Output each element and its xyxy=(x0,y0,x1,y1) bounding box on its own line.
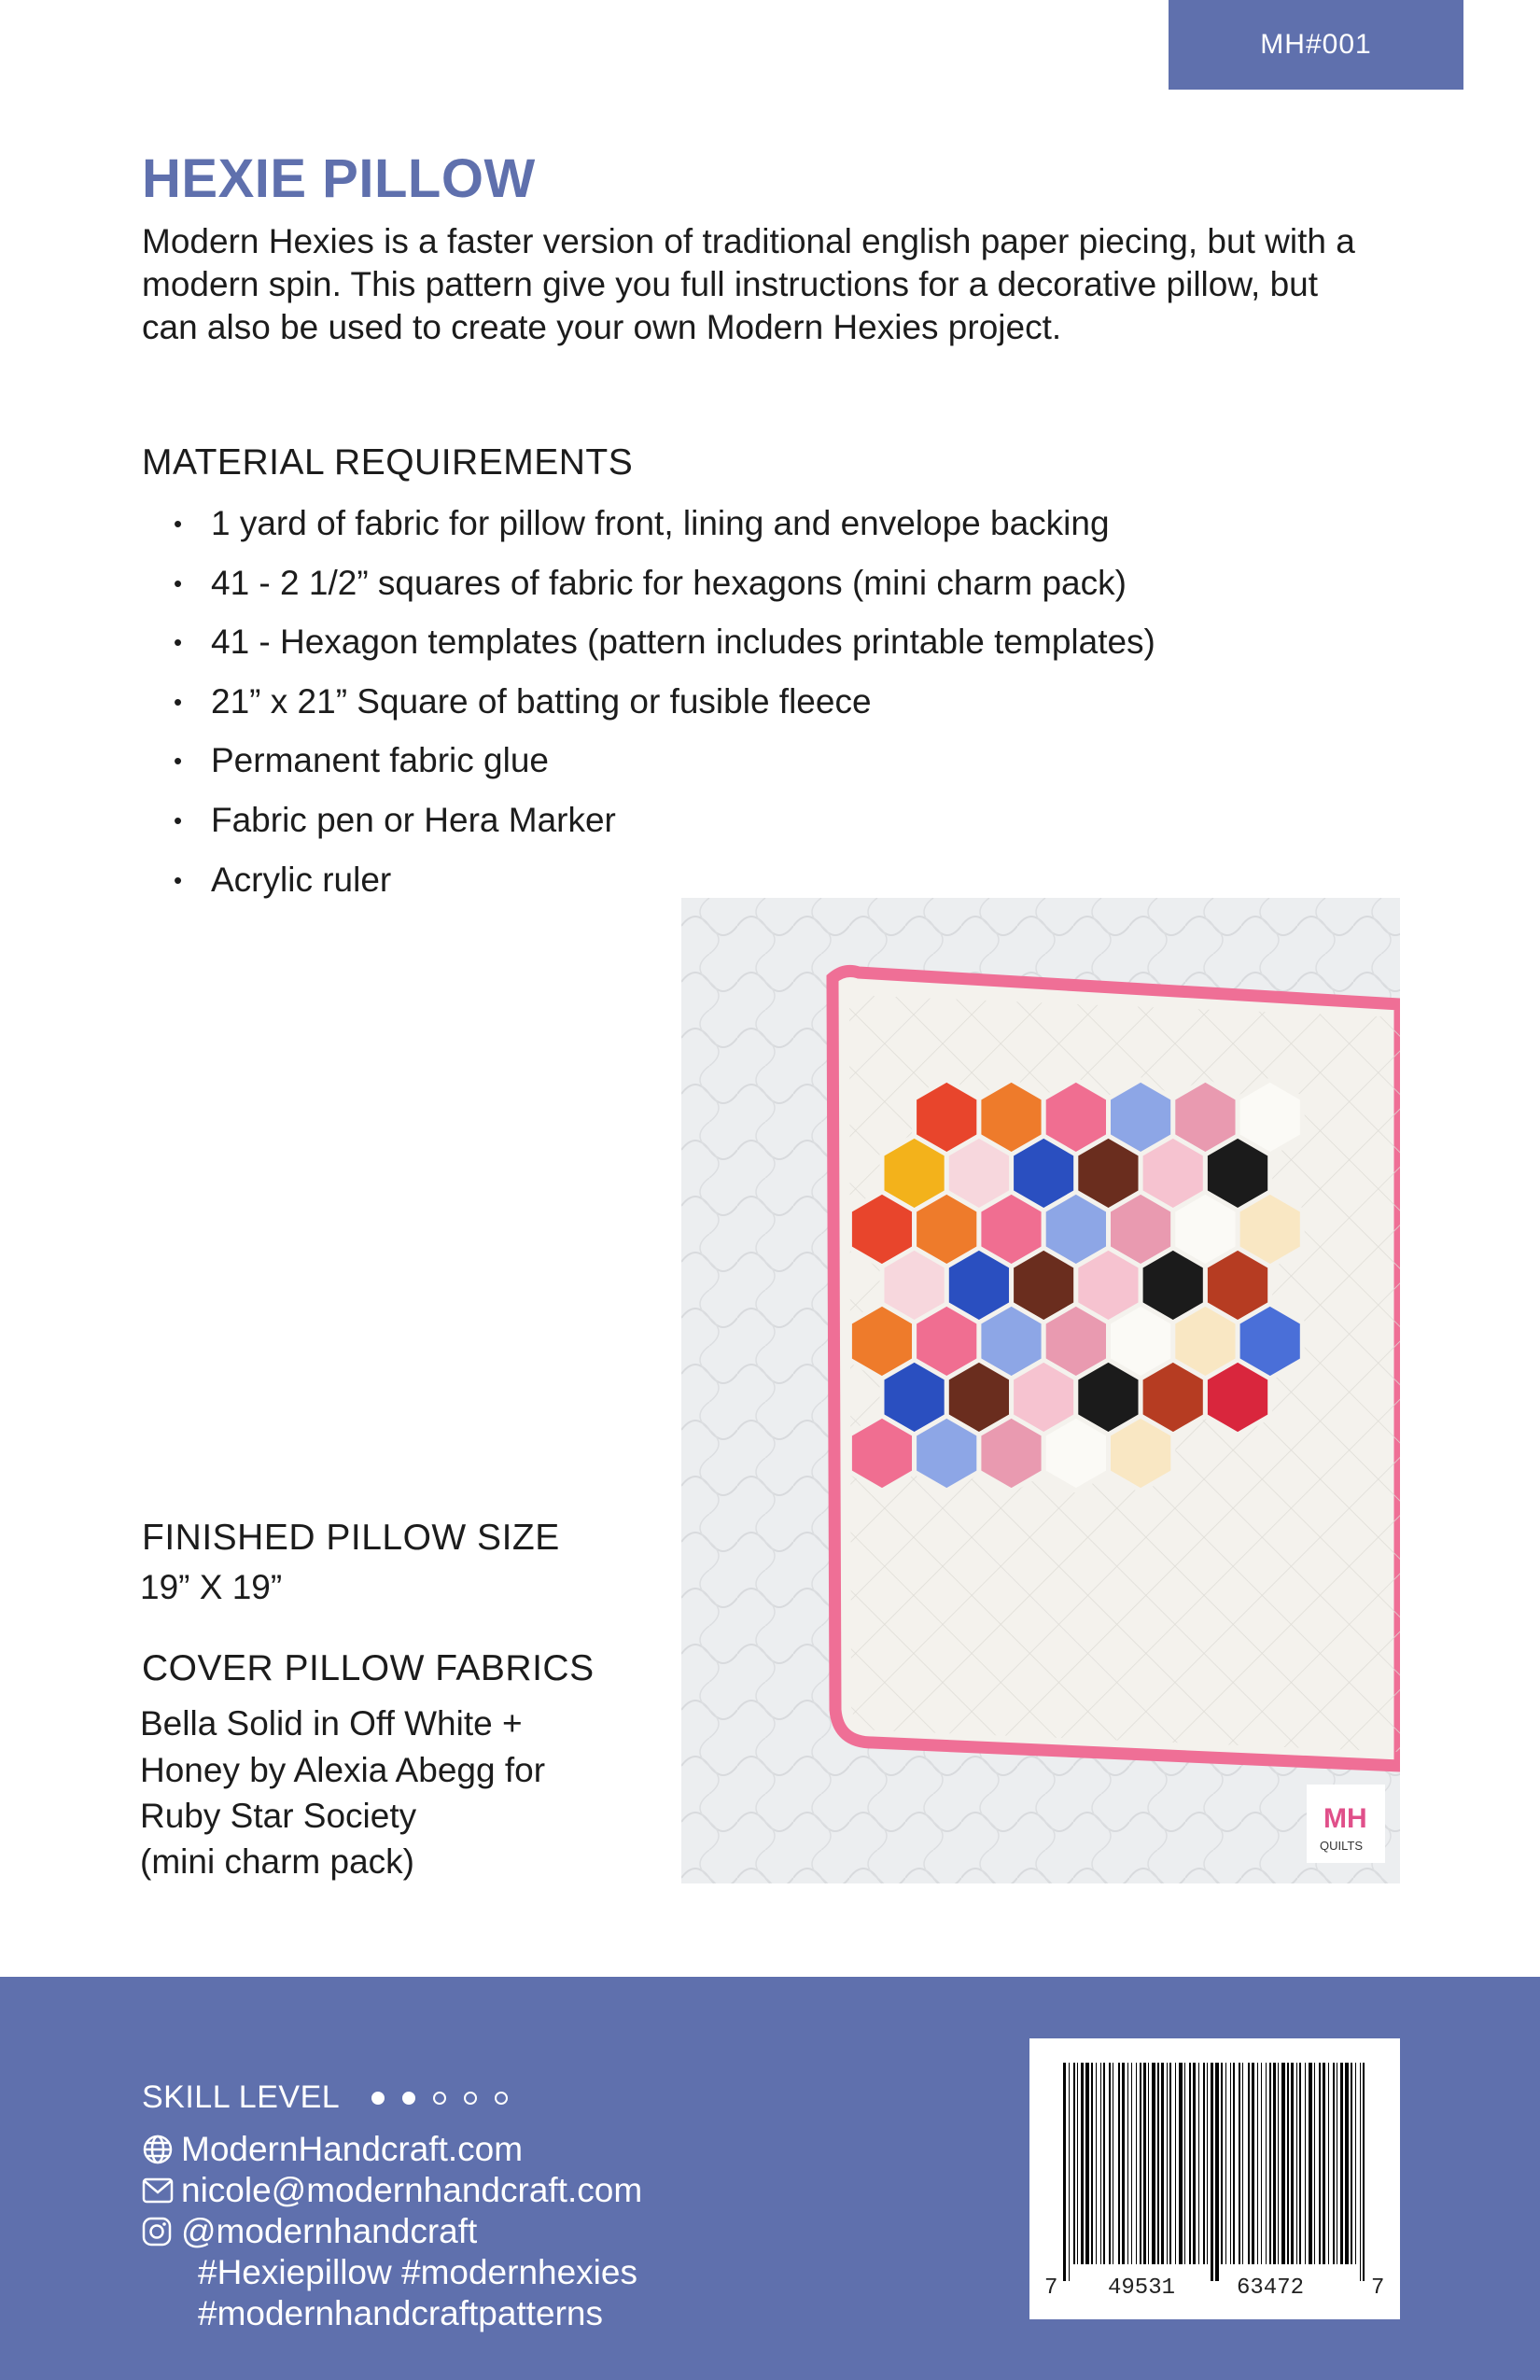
barcode-bar xyxy=(1252,2063,1254,2264)
barcode-bar xyxy=(1328,2063,1329,2264)
fabrics-heading: COVER PILLOW FABRICS xyxy=(142,1648,595,1688)
barcode-bar xyxy=(1248,2063,1250,2264)
list-item: • 41 - Hexagon templates (pattern includes printable templates) xyxy=(174,618,1155,678)
hexie-cluster xyxy=(849,1080,1302,1491)
barcode-bar xyxy=(1127,2063,1128,2264)
barcode-bar xyxy=(1287,2063,1289,2264)
barcode-bar xyxy=(1266,2063,1267,2264)
barcode-bar xyxy=(1118,2063,1120,2264)
barcode-bar xyxy=(1184,2063,1185,2264)
list-item: • Permanent fabric glue xyxy=(174,736,1155,796)
barcode-bar xyxy=(1081,2063,1084,2264)
skill-dot xyxy=(433,2092,446,2105)
barcode-digits-left: 49531 xyxy=(1108,2275,1176,2301)
website-link[interactable]: ModernHandcraft.com xyxy=(181,2130,524,2168)
list-item: • Acrylic ruler xyxy=(174,856,1155,916)
barcode-bar xyxy=(1103,2063,1105,2264)
barcode-bar xyxy=(1096,2063,1097,2264)
barcode-bar xyxy=(1143,2063,1146,2264)
barcode-bar xyxy=(1175,2063,1176,2264)
hexie xyxy=(849,1416,914,1491)
hexie xyxy=(1043,1416,1108,1491)
barcode-bar xyxy=(1261,2063,1262,2264)
contact-info xyxy=(142,2129,642,2334)
hexie xyxy=(1205,1360,1269,1435)
barcode-digit-prefix: 7 xyxy=(1044,2275,1058,2301)
hashtags-line: #Hexiepillow #modernhexies xyxy=(198,2253,637,2291)
barcode-bar xyxy=(1355,2063,1356,2264)
barcode-bar xyxy=(1189,2063,1191,2264)
barcode-bar xyxy=(1077,2063,1078,2264)
barcode-bar xyxy=(1351,2063,1352,2264)
finished-size-heading: FINISHED PILLOW SIZE xyxy=(142,1518,560,1558)
pillow-photo xyxy=(681,898,1400,1883)
barcode-bar xyxy=(1131,2063,1132,2264)
barcode-bar xyxy=(1309,2063,1312,2264)
list-item: • 1 yard of fabric for pillow front, lining and envelope backing xyxy=(174,499,1155,559)
skill-level xyxy=(142,2079,508,2116)
skill-dot xyxy=(464,2092,477,2105)
fabric-line: Honey by Alexia Abegg for xyxy=(140,1751,546,1789)
instagram-handle[interactable]: @modernhandcraft xyxy=(181,2212,478,2250)
fabric-line: Bella Solid in Off White + xyxy=(140,1704,523,1743)
skill-dot xyxy=(495,2092,508,2105)
barcode-bar xyxy=(1140,2063,1141,2264)
globe-icon xyxy=(142,2129,181,2170)
barcode-digit-check: 7 xyxy=(1371,2275,1385,2301)
barcode-bar xyxy=(1193,2063,1196,2264)
instagram-icon xyxy=(142,2211,181,2252)
barcode-bar xyxy=(1122,2063,1125,2264)
barcode-bars xyxy=(1029,2038,1400,2319)
barcode-bar xyxy=(1233,2063,1235,2264)
barcode-bar xyxy=(1314,2063,1315,2264)
barcode-bar xyxy=(1179,2063,1183,2264)
barcode-bar xyxy=(1211,2063,1213,2281)
barcode-bar xyxy=(1152,2063,1155,2264)
barcode-bar xyxy=(1333,2063,1335,2264)
list-item: • Fabric pen or Hera Marker xyxy=(174,796,1155,856)
skill-dot xyxy=(402,2092,415,2105)
barcode-bar xyxy=(1305,2063,1306,2264)
barcode-bar xyxy=(1221,2063,1223,2264)
barcode-bar xyxy=(1157,2063,1159,2264)
skill-level-dots xyxy=(371,2092,508,2105)
barcode-bar xyxy=(1085,2063,1089,2264)
barcode-bar xyxy=(1167,2063,1168,2264)
barcode-bar xyxy=(1278,2063,1279,2264)
skill-level-label: SKILL LEVEL xyxy=(142,2079,341,2115)
list-item: • 41 - 2 1/2” squares of fabric for hexagons (mini charm pack) xyxy=(174,559,1155,619)
barcode-bar xyxy=(1198,2063,1199,2264)
barcode-bar xyxy=(1148,2063,1149,2264)
barcode-bar xyxy=(1109,2063,1111,2264)
barcode-bar xyxy=(1242,2063,1243,2264)
barcode-bar xyxy=(1319,2063,1321,2264)
barcode-bar xyxy=(1257,2063,1258,2264)
instagram-row[interactable] xyxy=(142,2211,642,2252)
barcode-bar xyxy=(1273,2063,1276,2264)
barcode-bar xyxy=(1230,2063,1231,2264)
barcode-bar xyxy=(1345,2063,1349,2264)
fabric-line: Ruby Star Society xyxy=(140,1797,417,1835)
barcode-bar xyxy=(1073,2063,1075,2264)
hexie xyxy=(979,1416,1043,1491)
materials-list xyxy=(174,499,1155,915)
finished-size-value: 19” X 19” xyxy=(140,1568,283,1606)
barcode-bar xyxy=(1136,2063,1137,2264)
hashtags-line: #modernhandcraftpatterns xyxy=(198,2294,603,2332)
barcode-bar xyxy=(1299,2063,1301,2264)
website-row[interactable] xyxy=(142,2129,642,2170)
barcode-bar xyxy=(1363,2063,1365,2281)
email-row[interactable] xyxy=(142,2170,642,2211)
barcode-bar xyxy=(1207,2063,1208,2264)
barcode-bar xyxy=(1161,2063,1164,2264)
logo-mh-text: MH xyxy=(1323,1803,1367,1834)
fabric-line: (mini charm pack) xyxy=(140,1842,414,1881)
barcode-bar xyxy=(1225,2063,1226,2264)
materials-heading: MATERIAL REQUIREMENTS xyxy=(142,442,634,483)
pattern-code-tag: MH#001 xyxy=(1169,0,1463,90)
skill-dot xyxy=(371,2092,385,2105)
barcode-bar xyxy=(1340,2063,1343,2264)
barcode-bar xyxy=(1069,2063,1070,2281)
barcode-bar xyxy=(1296,2063,1297,2264)
intro-text: Modern Hexies is a faster version of traditional english paper piecing, but with a modern spin. This pattern give you full instructions for a decorative pillow, but can also be used to create your own Modern Hexies project. xyxy=(142,222,1355,346)
logo-quilts-text: QUILTS xyxy=(1320,1839,1363,1853)
barcode-bar xyxy=(1291,2063,1294,2264)
hexie xyxy=(915,1416,979,1491)
barcode-bar xyxy=(1100,2063,1101,2264)
barcode-bar xyxy=(1215,2063,1219,2281)
barcode-bar xyxy=(1360,2063,1361,2281)
hexie xyxy=(1109,1416,1173,1491)
list-item: • 21” x 21” Square of batting or fusible fleece xyxy=(174,678,1155,737)
barcode-bar xyxy=(1323,2063,1325,2264)
barcode-bar xyxy=(1269,2063,1271,2264)
barcode-bar xyxy=(1203,2063,1205,2264)
barcode-bar xyxy=(1239,2063,1240,2264)
barcode-bar xyxy=(1063,2063,1066,2281)
barcode-bar xyxy=(1091,2063,1093,2264)
page-title: HEXIE PILLOW xyxy=(142,148,536,209)
barcode xyxy=(1029,2038,1400,2319)
barcode-bar xyxy=(1281,2063,1285,2264)
barcode-bar xyxy=(1169,2063,1171,2264)
barcode-digits-right: 63472 xyxy=(1237,2275,1305,2301)
email-link[interactable]: nicole@modernhandcraft.com xyxy=(181,2171,643,2209)
mail-icon xyxy=(142,2170,181,2211)
